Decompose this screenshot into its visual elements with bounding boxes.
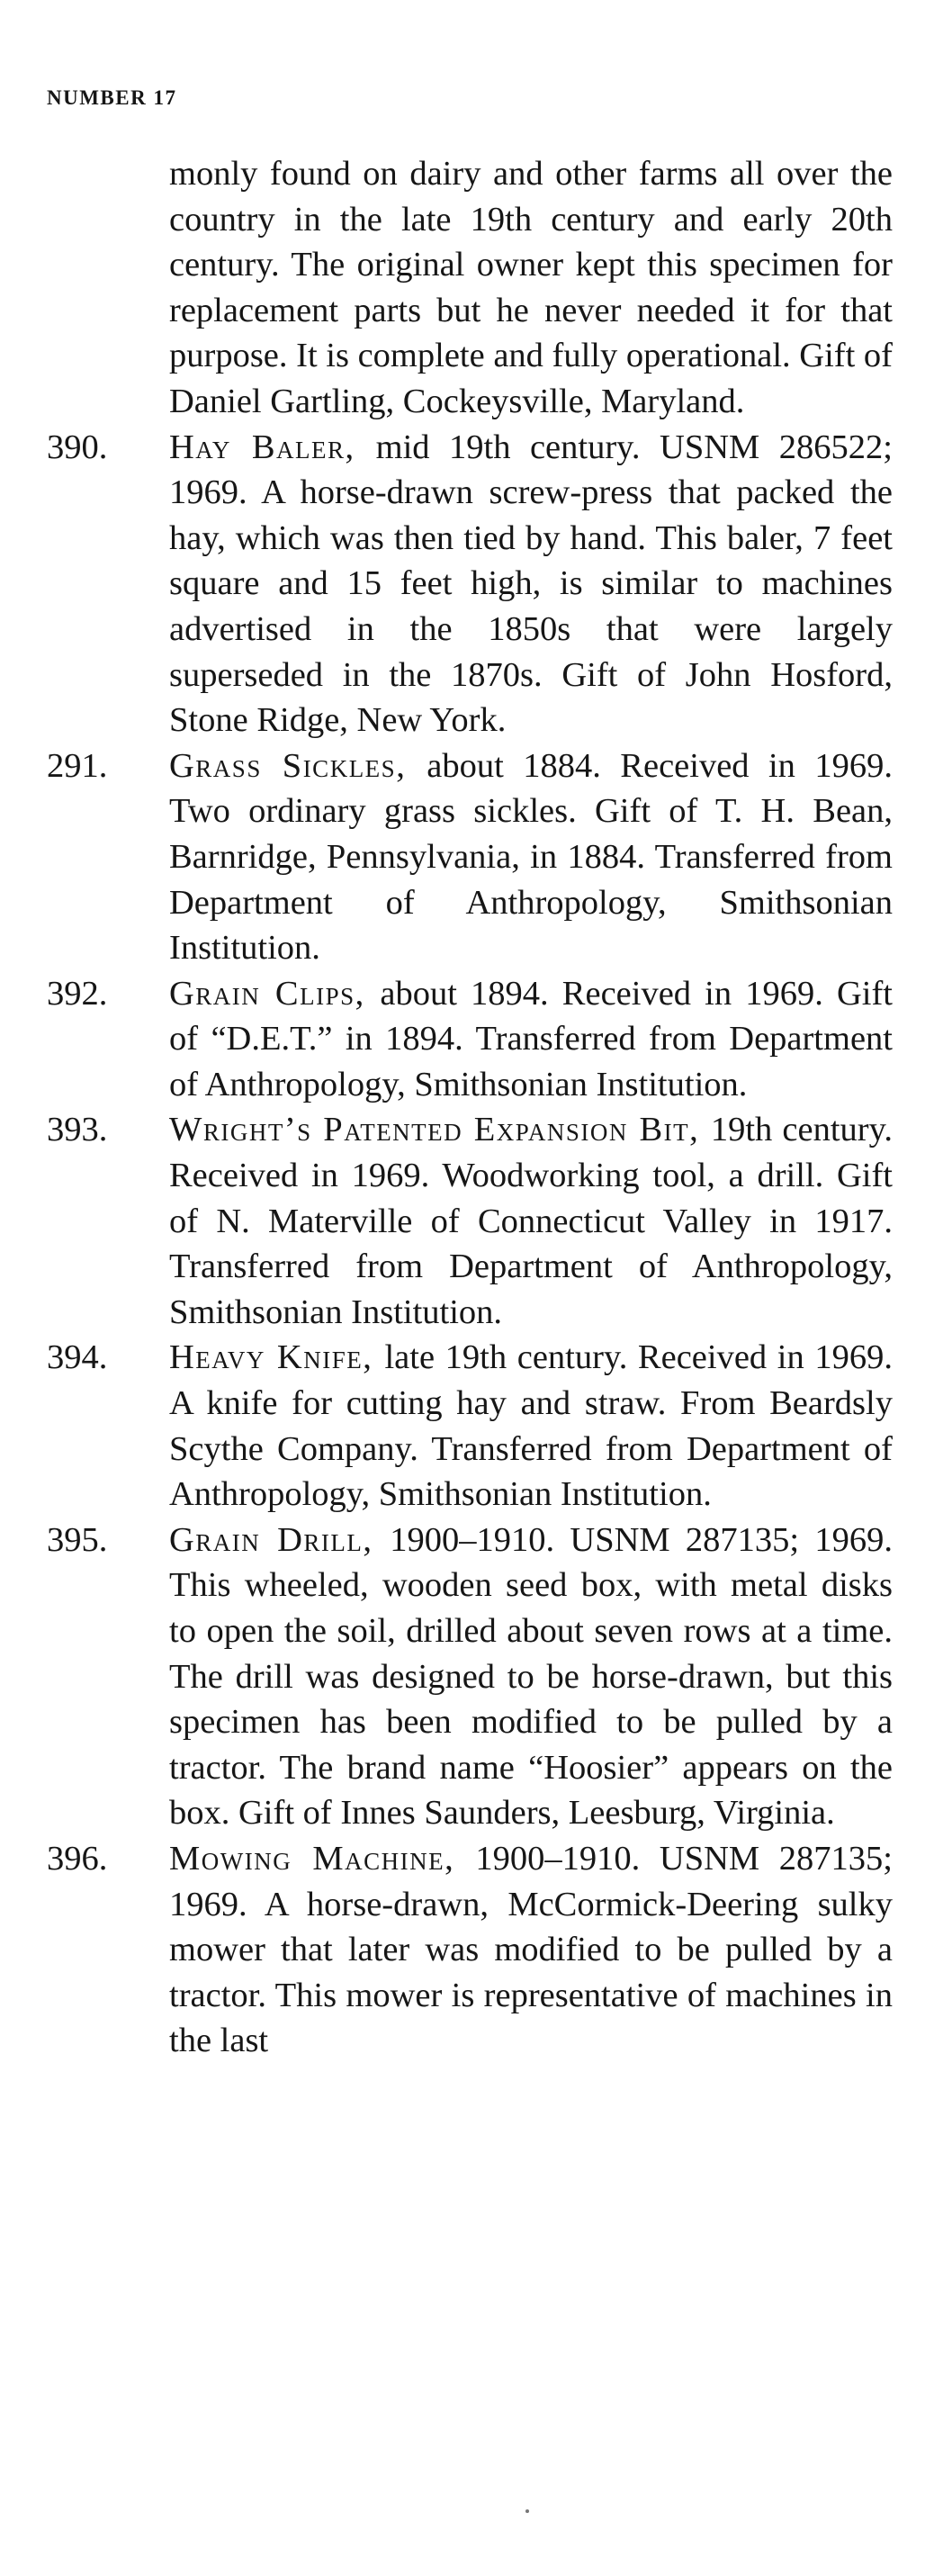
continuation-paragraph: monly found on dairy and other farms all over the country in the late 19th century and early 20th century. The original owner kept this specimen for replacement parts but he never needed it for that purpose. It is complete and fully operational. Gift of Daniel Gartling, Cockeysville, Maryland. [169,155,894,420]
catalog-entry-396 [47,1836,893,2064]
entry-number: 395. [47,1520,108,1559]
entry-title: Grain Drill, [169,1520,391,1559]
entry-number: 291. [47,746,108,785]
entry-number: 392. [47,974,108,1013]
page-mark [525,2509,529,2513]
entry-text: about 1884. Received in 1969. Two ordinary grass sickles. Gift of T. H. Bean, Barnridge, Pennsylvania, in 1884. Transferred from Department of Anthropology, Smithsonian Institution. [169,746,893,968]
entry-title: Heavy Knife, [169,1338,385,1377]
catalog-entry-393 [47,1107,893,1335]
entry-text: 19th century. Received in 1969. Woodworking tool, a drill. Gift of N. Materville of Connecticut Valley in 1917. Transferred from Department of Anthropology, Smithsonian Institution. [169,1111,893,1331]
entry-number: 394. [47,1338,108,1377]
entry-title: Mowing Machine, [169,1839,476,1878]
entry-text: mid 19th century. USNM 286522; 1969. A horse-drawn screw-press that packed the hay, which was then tied by hand. This baler, 7 feet square and 15 feet high, is similar to machines advertised in the 1850s that were largely superseded in the 1870s. Gift of John Hosford, Stone Ridge, New York. [169,428,893,740]
running-head: NUMBER 17 [47,86,177,109]
entry-number: 396. [47,1839,108,1878]
entry-text: 1900–1910. USNM 287135; 1969. A horse-drawn, McCormick-Deering sulky mower that later was modified to be pulled by a tractor. This mower is representative of machines in the last [169,1839,893,2060]
catalog-entry-392 [47,971,894,1108]
catalog-entry-394 [47,1335,893,1517]
entry-number: 390. [47,428,108,466]
catalog-entry-395 [47,1518,893,1836]
entry-text: late 19th century. Received in 1969. A knife for cutting hay and straw. From Beardsly Scythe Company. Transferred from Department of Anthropology, Smithsonian Institution. [169,1338,893,1514]
entry-title: Hay Baler, [169,428,376,466]
entry-title: Grass Sickles, [169,746,427,785]
text-column [47,151,894,2064]
entry-number: 393. [47,1111,108,1149]
entry-text: 1900–1910. USNM 287135; 1969. This wheeled, wooden seed box, with metal disks to open the soil, drilled about seven rows at a time. The drill was designed to be horse-drawn, but this specimen has been modified to be pulled by a tractor. The brand name “Hoosier” appears on the box. Gift of Innes Saunders, Leesburg, Virginia. [169,1520,893,1833]
catalog-entry-390 [47,425,893,743]
entry-title: Grain Clips, [169,974,381,1013]
catalog-entry-291 [47,743,893,971]
entry-text: about 1894. Received in 1969. Gift of “D.E.T.” in 1894. Transferred from Department of Anthropology, Smithsonian Institution. [169,974,894,1103]
entry-title: Wright’s Patented Expansion Bit, [169,1111,711,1149]
